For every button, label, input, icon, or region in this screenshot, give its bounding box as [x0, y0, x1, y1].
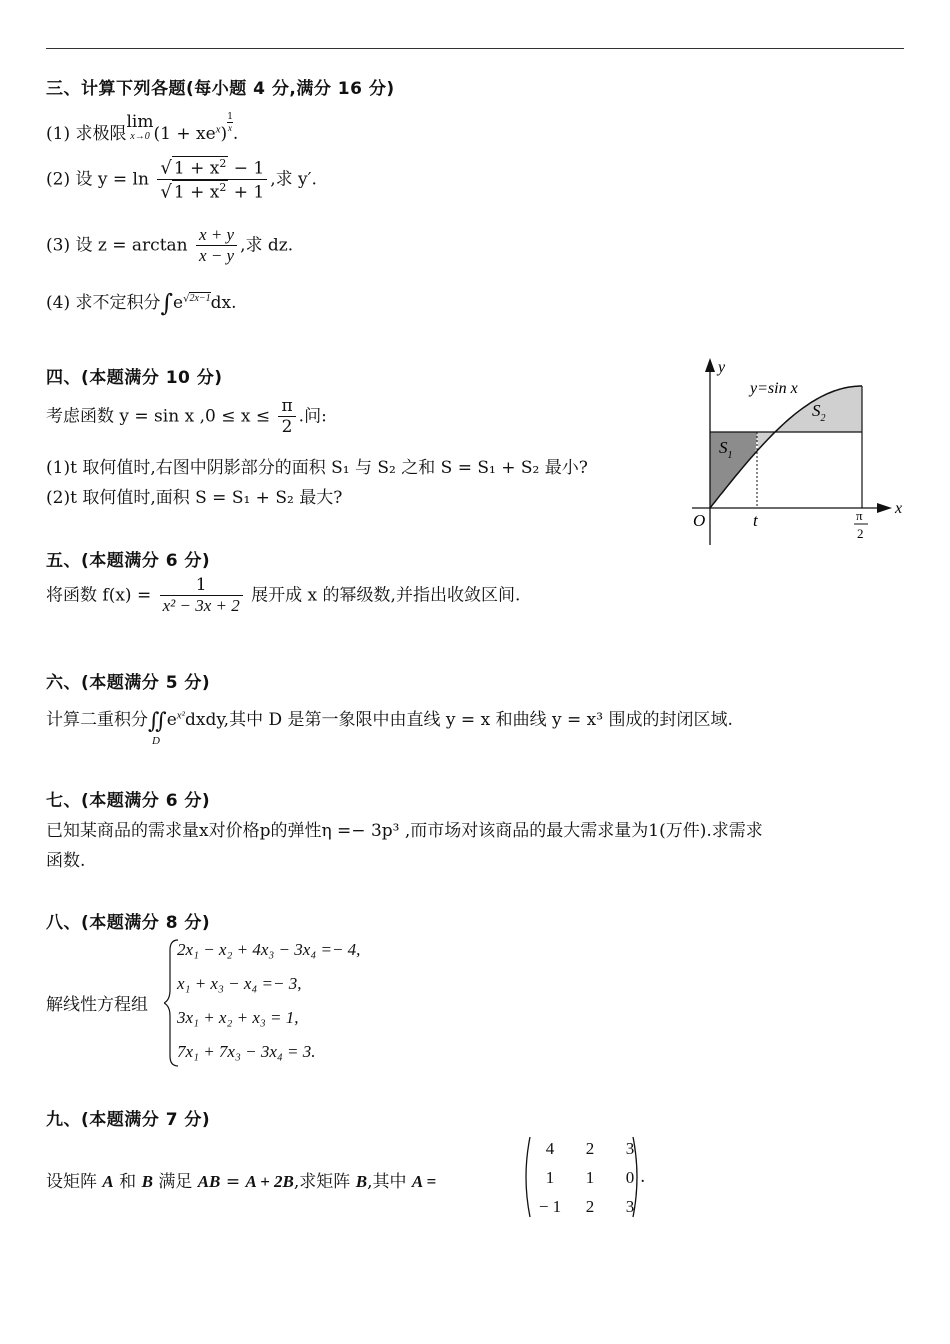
q2-denominator: √ $1 + x^2 + 1$ [160, 181, 265, 203]
matrix-cell: 0 [625, 1168, 635, 1187]
s4-intro-b: .问: [298, 406, 327, 427]
s4-q1: (1)t 取何值时,右图中阴影部分的面积 S₁ 与 S₂ 之和 S = S₁ + S₂ 最小? [46, 458, 588, 478]
y-arrow [705, 358, 715, 372]
q2-numerator: √ $1 + x^2 - 1$ [157, 156, 267, 180]
s6-pre: 计算二重积分 [46, 710, 148, 730]
integral-sign: ∫ [160, 289, 174, 317]
top-rule [46, 48, 904, 49]
s1-label-s: S [719, 438, 728, 457]
s1-label-sub: 1 [727, 450, 733, 461]
s7-line2: 函数. [46, 851, 86, 871]
q2-end: ,求 y′. [270, 169, 317, 190]
q2-sq2: 2 [219, 181, 227, 195]
matrix-cell: 3 [625, 1197, 635, 1216]
origin-label: O [693, 511, 706, 530]
s2-label-s: S [812, 401, 821, 420]
matrix-cell: 2 [585, 1139, 595, 1158]
matrix-row [530, 1163, 650, 1193]
section-8-heading: 八、(本题满分 8 分) [46, 913, 211, 933]
s5-fraction [160, 575, 243, 617]
section-5-heading: 五、(本题满分 6 分) [46, 551, 211, 571]
q2-fraction [157, 156, 267, 204]
s9-text-b: 满足 [158, 1172, 193, 1192]
q3-text: 设 z = arctan [75, 235, 188, 256]
y-axis-label: y [718, 359, 726, 376]
s8-label: 解线性方程组 [46, 995, 148, 1015]
s6-pow: x² [176, 709, 185, 722]
q1-lim [127, 112, 154, 142]
pi: π [278, 396, 295, 417]
pow-num: 1 [227, 112, 233, 122]
q1-exp-x: x [215, 123, 221, 136]
s9-text-a: 设矩阵 [46, 1172, 97, 1192]
s9-expr: A + 2B [245, 1172, 294, 1191]
q3-fraction [196, 225, 237, 267]
q4-end: dx. [210, 293, 237, 313]
s9-end: . [640, 1167, 646, 1187]
matrix-cell: 1 [545, 1168, 555, 1187]
q1-text: 求极限 [75, 124, 127, 144]
x-arrow [877, 503, 892, 513]
sine-figure [670, 350, 910, 550]
q2-sq: 2 [219, 157, 227, 170]
s5-post: 展开成 x 的幂级数,并指出收敛区间. [251, 585, 521, 606]
matrix-cell: 1 [585, 1168, 595, 1187]
AB-label: AB [197, 1172, 221, 1191]
eq4: 7x₁ + 7x₃ − 3x₄ = 3. [177, 1042, 316, 1061]
lim-sub: x→0 [130, 131, 150, 142]
q2-number: (2) [46, 169, 71, 190]
q2-text: 设 y = ln [75, 169, 149, 190]
s9-eq: = [225, 1172, 241, 1192]
q3-den: x − y [199, 246, 235, 266]
t-label: t [753, 511, 758, 530]
s5-pre: 将函数 f(x) = [46, 585, 152, 606]
section-7-heading: 七、(本题满分 6 分) [46, 791, 211, 811]
matrix-A-label: A [102, 1172, 114, 1191]
s5-text [46, 575, 520, 617]
matrix-B-label-2: B [355, 1172, 368, 1191]
s6-e: e [166, 710, 177, 730]
s1-region [710, 432, 757, 508]
eq1: 2x₁ − x₂ + 4x₃ − 3x₄ =− 4, [177, 940, 361, 959]
q1-expr: (1 + xe [153, 124, 216, 144]
q2-den-b: + 1 [228, 182, 265, 203]
eq3: 3x₁ + x₂ + x₃ = 1, [177, 1008, 299, 1027]
integral: ∬ [148, 709, 167, 734]
s5-den: x² − 3x + 2 [162, 596, 240, 616]
s3-q2 [46, 156, 317, 204]
s9-text-d: ,求矩阵 [293, 1172, 351, 1192]
q4-number: (4) [46, 293, 71, 313]
s3-q1 [46, 112, 238, 144]
s7-line1: 已知某商品的需求量x对价格p的弹性η =− 3p³ ,而市场对该商品的最大需求量为1(万件).求需求 [46, 821, 763, 841]
matrix-row [530, 1193, 650, 1221]
q4-e: e [173, 293, 184, 313]
matrix-A [530, 1135, 650, 1221]
section-6-heading: 六、(本题满分 5 分) [46, 673, 211, 693]
region-D: D [152, 735, 160, 747]
s6-mid: dxdy,其中 D 是第一象限中由直线 y = x 和曲线 y = x³ 围成的封闭区域. [184, 710, 733, 730]
section-3-heading: 三、计算下列各题(每小题 4 分,满分 16 分) [46, 79, 395, 99]
q2-num-a: 1 + x [173, 158, 220, 179]
s9-and: 和 [119, 1172, 137, 1192]
q2-num-b: − 1 [228, 158, 265, 179]
matrix-cell: 2 [585, 1197, 595, 1216]
s4-q2: (2)t 取何值时,面积 S = S₁ + S₂ 最大? [46, 488, 343, 508]
s2-label-sub: 2 [820, 413, 826, 424]
two: 2 [281, 417, 293, 438]
double-integral [148, 709, 167, 747]
q3-end: ,求 dz. [240, 235, 294, 256]
matrix-row [530, 1135, 650, 1163]
eq2: x₁ + x₃ − x₄ =− 3, [177, 974, 302, 993]
section-9-heading: 九、(本题满分 7 分) [46, 1110, 211, 1130]
s4-intro-a: 考虑函数 y = sin x ,0 ≤ x ≤ [46, 406, 271, 427]
s3-q4 [46, 288, 237, 317]
curve-label: y=sin x [750, 380, 798, 397]
lim-label: lim [126, 112, 154, 132]
x-axis-label: x [895, 500, 903, 517]
q1-close: ) [220, 124, 228, 144]
q4-exp: √2x−1 [183, 293, 211, 305]
q4-text: 求不定积分 [75, 293, 161, 313]
brace-path [164, 940, 178, 1066]
pi-over-2 [278, 396, 295, 438]
matrix-cell: 4 [545, 1139, 555, 1158]
q1-end: . [232, 124, 239, 144]
s9-text [46, 1167, 436, 1192]
q4-pow: 2x−1 [189, 293, 211, 305]
s9-text-e: ,其中 [367, 1172, 407, 1192]
pow-den: x [228, 123, 233, 133]
matrix-cell: 3 [625, 1139, 635, 1158]
s9-text-f: A = [411, 1172, 437, 1191]
section-4-heading: 四、(本题满分 10 分) [46, 368, 223, 388]
q2-den-a: 1 + x [173, 182, 220, 203]
matrix-cell: − 1 [538, 1197, 562, 1216]
two-label: 2 [857, 526, 864, 541]
s6-text [46, 705, 733, 747]
q3-num: x + y [196, 225, 237, 246]
s3-q3 [46, 225, 293, 267]
s4-intro [46, 396, 327, 438]
q3-number: (3) [46, 235, 71, 256]
s5-num: 1 [160, 575, 243, 596]
q1-number: (1) [46, 124, 71, 144]
pi-label: π [856, 508, 863, 523]
matrix-B-label: B [141, 1172, 153, 1191]
